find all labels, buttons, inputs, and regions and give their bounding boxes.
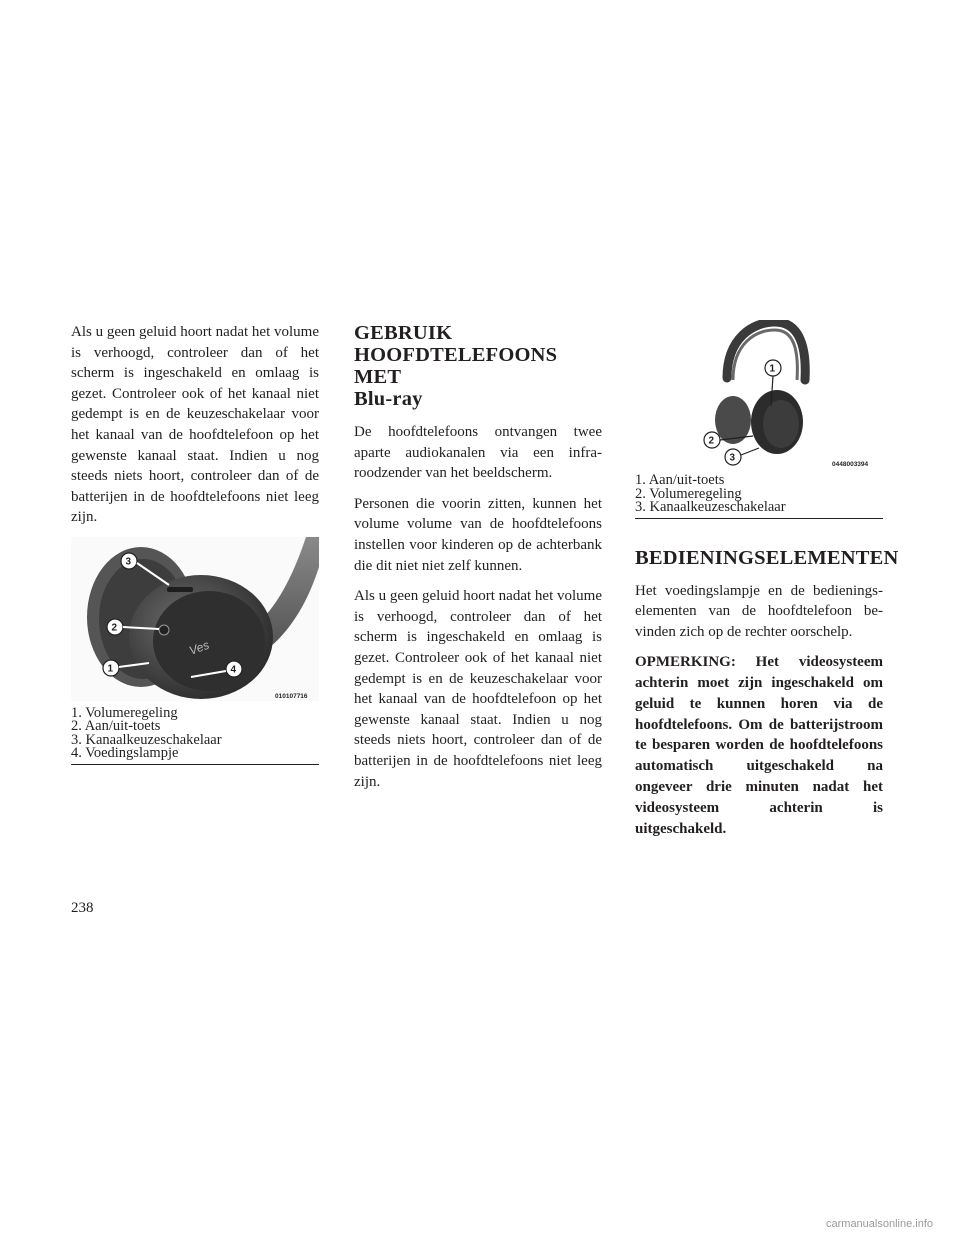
headphone-figure-2	[635, 320, 883, 519]
section-heading-controls: BEDIENINGSELEMENTEN	[635, 546, 899, 569]
figure-1-caption	[71, 704, 319, 765]
svg-text:3: 3	[729, 452, 736, 464]
caption-item: 4. Voedingslampje	[71, 745, 179, 762]
figure-2-caption	[635, 474, 883, 519]
middle-column	[354, 322, 602, 802]
front-seat-paragraph: Personen die voorin zitten, kunnen het volume volume van de hoofdtelefoons instellen voor kinderen op de achterbank die dit niet niet zelf kunnen.	[354, 495, 602, 574]
svg-text:1: 1	[769, 363, 776, 375]
headphone-closeup-image	[71, 537, 319, 701]
svg-text:0448003394: 0448003394	[832, 461, 869, 468]
caption-item: 1. Volumeregeling	[71, 704, 178, 721]
right-column	[635, 322, 899, 839]
svg-text:1: 1	[107, 663, 114, 675]
svg-text:Ves: Ves	[187, 637, 212, 658]
footer-watermark: carmanualsonline.info	[826, 1218, 934, 1230]
svg-text:3: 3	[125, 556, 132, 568]
caption-item: 3. Kanaalkeuzeschakelaar	[71, 731, 222, 748]
caption-item: 1. Aan/uit-toets	[635, 472, 725, 488]
svg-text:2: 2	[111, 622, 118, 634]
headphone-full-image	[635, 320, 883, 468]
infrared-paragraph: De hoofdtelefoons ontvangen twee aparte audiokanalen via een infraroodzender van het beeldscherm.	[354, 424, 602, 482]
left-column	[71, 322, 319, 765]
headphone-figure-1	[71, 537, 319, 765]
caption-item: 3. Kanaalkeuzeschakelaar	[635, 499, 786, 515]
svg-text:2: 2	[708, 435, 715, 447]
caption-item: 2. Volumeregeling	[635, 485, 742, 502]
svg-text:010107716: 010107716	[275, 692, 308, 700]
controls-paragraph: Het voedingslampje en de bedieningselementen van de hoofdtelefoon bevinden zich op de rechter oorschelp.	[635, 582, 883, 640]
caption-item: 2. Aan/uit-toets	[71, 718, 161, 735]
section-heading-blu-ray: GEBRUIK HOOFDTELEFOONS MET Blu-ray	[354, 322, 558, 410]
note-paragraph: OPMERKING: Het videosysteem achterin moet zijn ingeschakeld om geluid te kunnen horen via de hoofdtelefoons. Om de batterijstroom te besparen worden de hoofdtelefoons automatisch uitgeschakeld na ongeveer drie minuten nadat het videosysteem achterin is uitgeschakeld.	[635, 654, 883, 837]
svg-text:4: 4	[230, 664, 237, 676]
troubleshoot-paragraph: Als u geen geluid hoort nadat het volume is verhoogd, controleer dan of het scherm is ingeschakeld en omlaag is gezet. Controleer ook of het kanaal niet gedempt is en de keuzeschakelaar voor het kanaal van de hoofdtelefoon op het gewenste kanaal staat. Indien u nog steeds niets hoort, controleer dan of de batterijen in de hoofdtelefoons niet leeg zijn.	[71, 324, 319, 526]
page-number: 238	[71, 900, 94, 916]
troubleshoot-paragraph: Als u geen geluid hoort nadat het volume is verhoogd, controleer dan of het scherm is ingeschakeld en omlaag is gezet. Controleer ook of het kanaal niet gedempt is en de keuzeschakelaar voor het kanaal van de hoofdtelefoon op het gewenste kanaal staat. Indien u nog steeds niets hoort, controleer dan of de batterijen in de hoofdtelefoons niet leeg zijn.	[354, 588, 602, 790]
